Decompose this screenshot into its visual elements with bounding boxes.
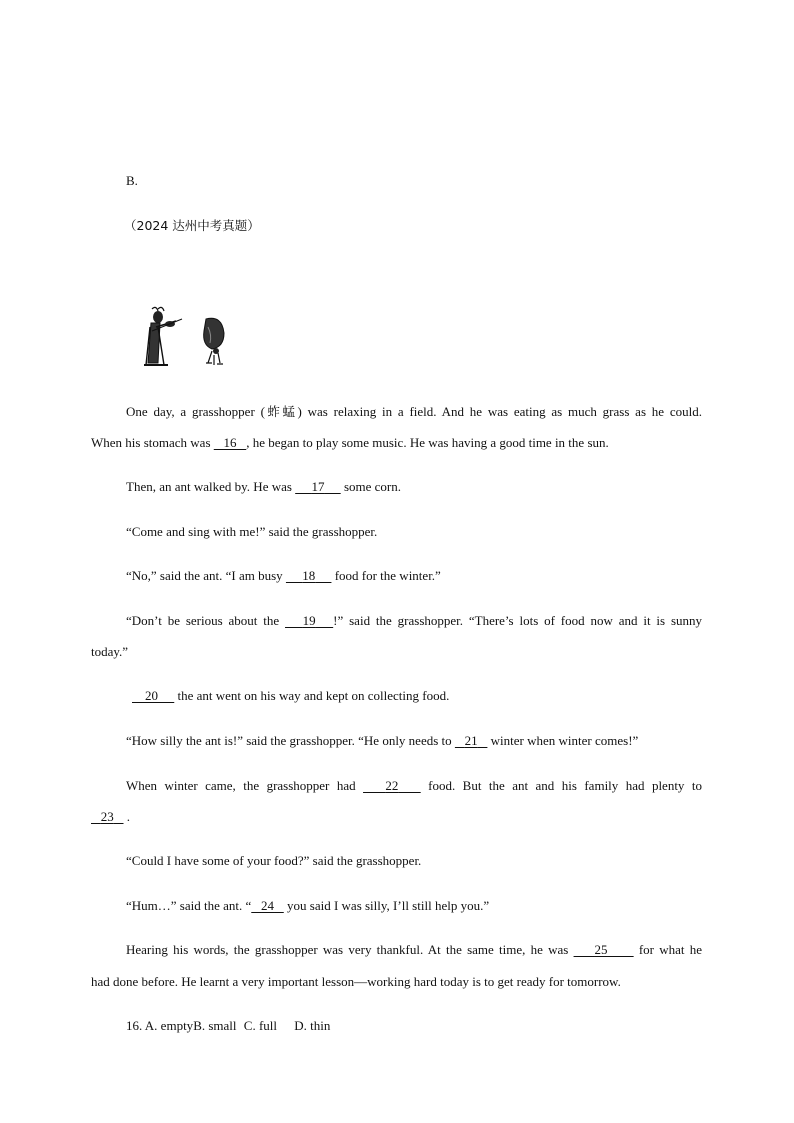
blank-18: 18 <box>302 568 316 583</box>
blank-25: 25 <box>594 942 608 957</box>
paragraph-4: “No,” said the ant. “I am busy 18 food for the winter.” <box>126 568 441 583</box>
blank-23: 23 <box>100 809 114 824</box>
paragraph-7: “How silly the ant is!” said the grasshopper. “He only needs to 21 winter when winter comes!” <box>126 733 639 748</box>
paragraph-9: “Could I have some of your food?” said the grasshopper. <box>126 853 422 868</box>
paragraph-11-line-2: had done before. He learnt a very important lesson—working hard today is to get ready for tomorrow. <box>91 974 621 989</box>
blank-20: 20 <box>145 688 158 703</box>
section-label: B. <box>126 173 138 188</box>
blank-19: 19 <box>302 613 316 628</box>
paragraph-6: 20 the ant went on his way and kept on collecting food. <box>132 688 449 704</box>
question-number: 16. <box>126 1018 143 1033</box>
paragraph-8-line-2: 23 . <box>91 809 130 825</box>
paragraph-11-line-1: Hearing his words, the grasshopper was very thankful. At the same time, he was 25 for what he <box>126 942 703 957</box>
option-a: A. empty <box>144 1018 194 1033</box>
paragraph-1-line-1: One day, a grasshopper (蚱蜢) was relaxing in a field. And he was eating as much grass as he could. <box>126 404 702 419</box>
illustration <box>138 305 230 371</box>
paragraph-5-line-1: “Don’t be serious about the 19 !” said the grasshopper. “There’s lots of food now and it is sunny <box>126 613 703 628</box>
ant-carrying-food-icon <box>204 318 224 365</box>
blank-22: 22 <box>385 778 399 793</box>
paragraph-8-line-1: When winter came, the grasshopper had 22 food. But the ant and his family had plenty to <box>126 778 702 793</box>
paragraph-5-line-2: today.” <box>91 644 129 659</box>
blank-16: 16 <box>223 435 237 450</box>
option-d: D. thin <box>294 1018 331 1033</box>
option-b: B. small <box>193 1018 237 1033</box>
grasshopper-violin-icon <box>144 307 182 365</box>
paragraph-1-line-2: When his stomach was 16 , he began to play some music. He was having a good time in the sun. <box>91 435 609 450</box>
paragraph-2: Then, an ant walked by. He was 17 some corn. <box>126 479 401 494</box>
blank-24: 24 <box>261 898 275 913</box>
option-c: C. full <box>243 1018 278 1033</box>
question-16 <box>126 1018 330 1034</box>
paragraph-3: “Come and sing with me!” said the grasshopper. <box>126 524 378 539</box>
source-note: （2024 达州中考真题） <box>124 218 260 233</box>
blank-17: 17 <box>311 479 325 494</box>
paragraph-10: “Hum…” said the ant. “ 24 you said I was silly, I’ll still help you.” <box>126 898 490 913</box>
blank-21: 21 <box>464 733 478 748</box>
